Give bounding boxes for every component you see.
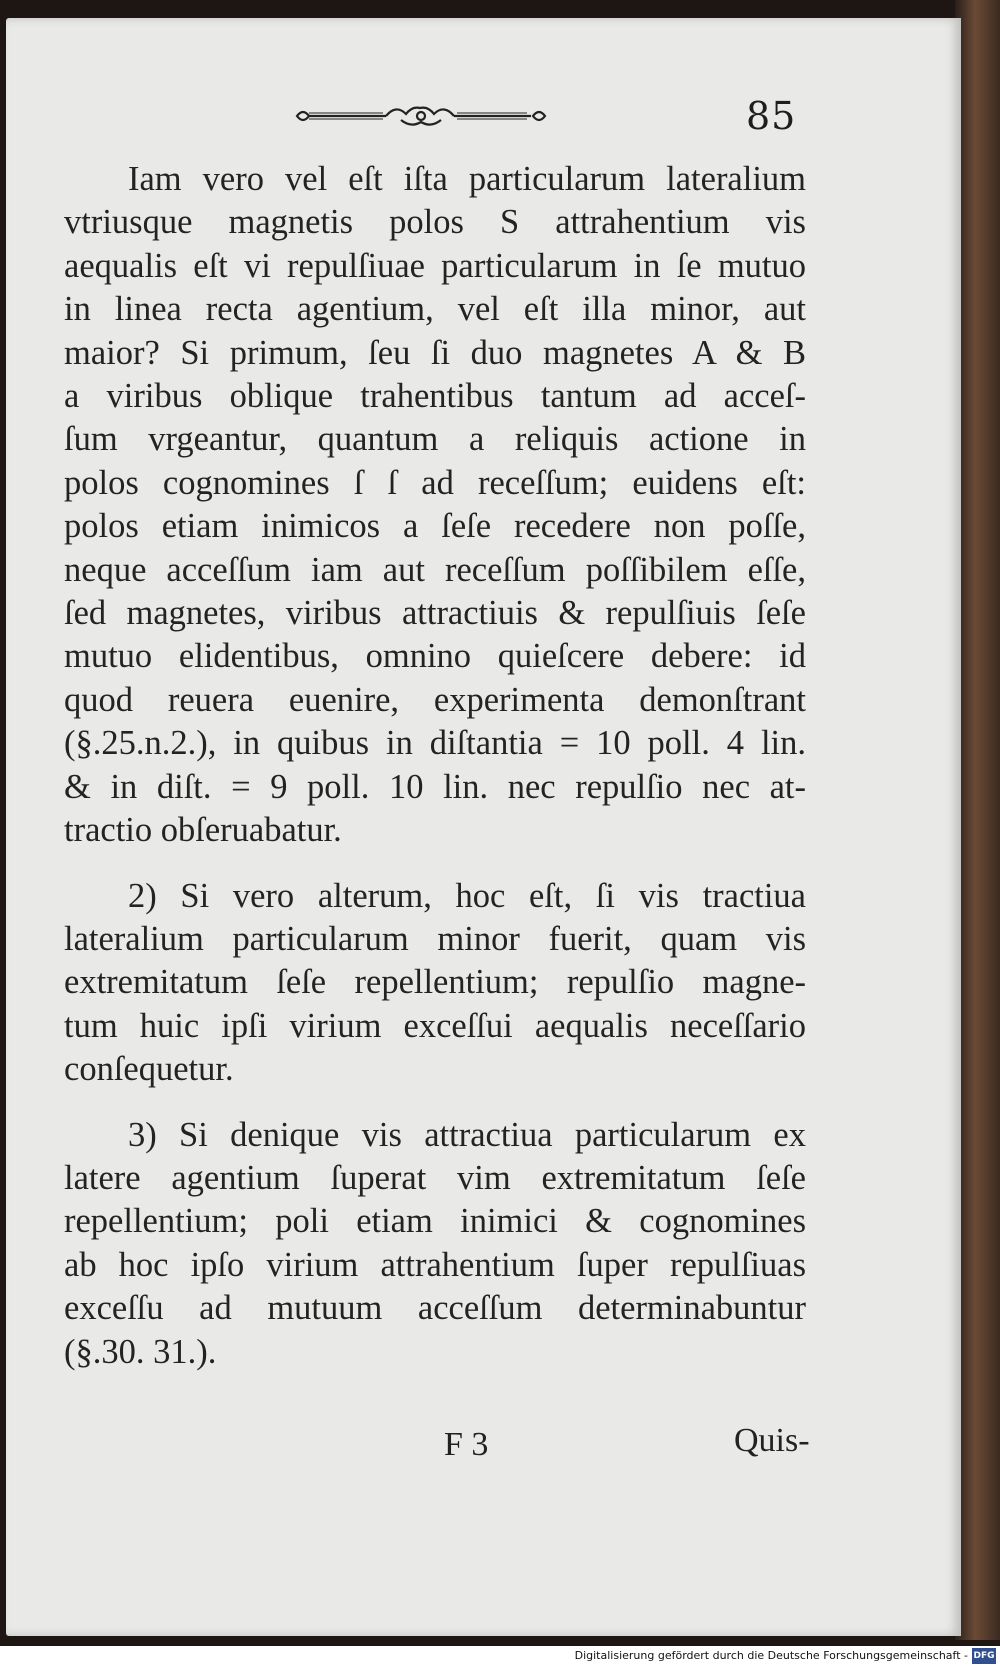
text-line: ab hoc ipſo virium attrahentium ſuper repulſiuas [64,1245,806,1284]
text-line: a viribus oblique trahentibus tantum ad acceſ- [64,377,806,416]
text-line: ſed magnetes, viribus attractiuis & repulſiuis ſeſe [64,594,806,633]
text-line: extremitatum ſeſe repellentium; repulſio magne- [64,963,806,1002]
paragraph-2 [64,875,806,1092]
decorative-ornament [291,103,551,129]
text-line: (§.30. 31.). [64,1332,217,1371]
text-line: tum huic ipſi virium exceſſui aequalis neceſſario [64,1006,806,1045]
text-line: neque acceſſum iam aut receſſum poſſibilem eſſe, [64,550,806,589]
text-line: maior? Si primum, ſeu ſi duo magnetes A & B [64,333,806,372]
text-line: Iam vero vel eſt iſta particularum lateralium [128,160,806,198]
paragraph-1 [64,158,806,853]
text-line: lateralium particularum minor fuerit, quam vis [64,919,806,958]
paragraph-gap [64,853,806,875]
text-line: polos cognomines ſ ſ ad receſſum; euidens eſt: [64,463,806,502]
text-line: mutuo elidentibus, omnino quieſcere debere: id [64,637,806,676]
paragraph-3 [64,1114,806,1374]
text-line: & in diſt. = 9 poll. 10 lin. nec repulſio nec at- [64,767,806,806]
dfg-logo: DFG [972,1648,996,1664]
catchword: Quis- [734,1422,810,1459]
text-line: aequalis eſt vi repulſiuae particularum in ſe mutuo [64,246,806,285]
text-line: exceſſu ad mutuum acceſſum determinabuntur [64,1289,806,1328]
text-line: repellentium; poli etiam inimici & cognomines [64,1202,806,1241]
book-page [6,18,961,1636]
text-line: latere agentium ſuperat vim extremitatum ſeſe [64,1158,806,1197]
body-text [64,158,806,1374]
text-line: ſum vrgeantur, quantum a reliquis actione in [64,420,806,459]
paragraph-gap [64,1092,806,1114]
signature-mark: F 3 [444,1426,489,1463]
text-line: 3) Si denique vis attractiua particularum ex [128,1115,806,1154]
book-binding-edge [955,0,1000,1640]
text-line: in linea recta agentium, vel eſt illa minor, aut [64,290,806,329]
text-line: quod reuera euenire, experimenta demonſtrant [64,680,806,719]
credit-text: Digitalisierung gefördert durch die Deutsche Forschungsgemeinschaft - [574,1649,968,1662]
text-line: polos etiam inimicos a ſeſe recedere non poſſe, [64,507,806,546]
text-line: tractio obſeruabatur. [64,811,342,850]
text-line: vtriusque magnetis polos S attrahentium vis [64,203,806,242]
text-line: 2) Si vero alterum, hoc eſt, ſi vis tractiua [128,876,806,915]
text-line: conſequetur. [64,1050,234,1089]
page-number: 85 [746,94,797,138]
text-line: (§.25.n.2.), in quibus in diſtantia = 10 poll. 4 lin. [64,724,806,763]
